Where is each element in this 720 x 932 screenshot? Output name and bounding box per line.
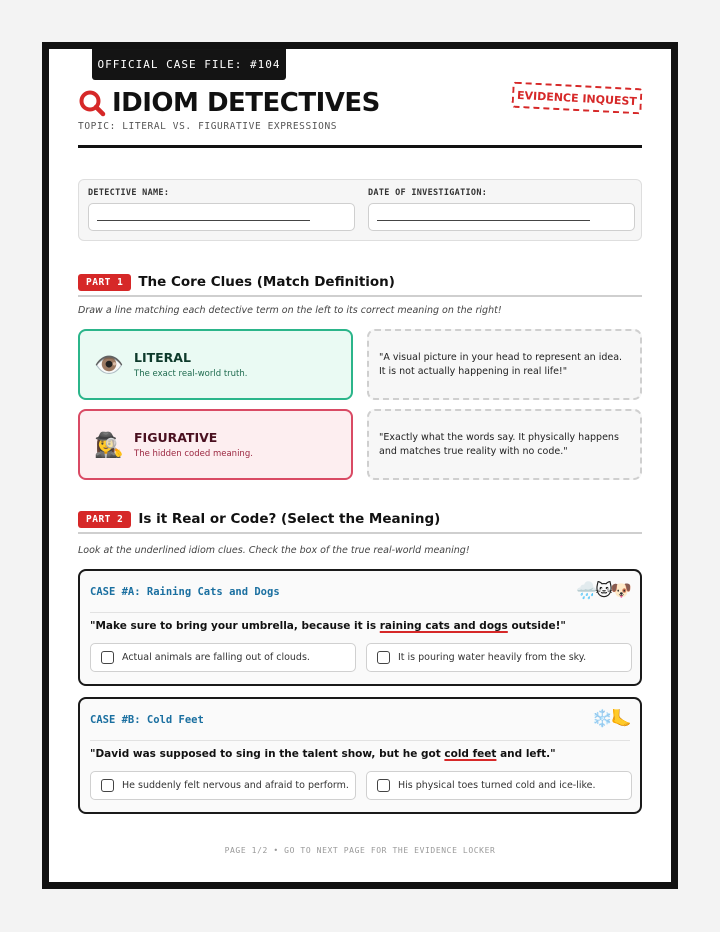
sentence-start: "David was supposed to sing in the talent show, but he got xyxy=(90,748,445,760)
case-card-b xyxy=(78,697,642,814)
term-name: LITERAL xyxy=(134,350,191,365)
idiom-clue: raining cats and dogs xyxy=(379,620,508,632)
term-card-literal[interactable] xyxy=(78,329,353,400)
eye-icon: 👁️ xyxy=(94,350,124,379)
date-label: DATE OF INVESTIGATION: xyxy=(368,188,488,198)
worksheet-page xyxy=(42,42,678,889)
evidence-stamp: EVIDENCE INQUEST xyxy=(511,82,642,115)
part1-header xyxy=(78,271,642,293)
case-card-a xyxy=(78,569,642,686)
answer-option[interactable] xyxy=(90,771,356,800)
sentence-end: outside!" xyxy=(507,620,566,632)
part1-instructions: Draw a line matching each detective term on the left to its correct meaning on the right! xyxy=(78,305,502,316)
date-field xyxy=(368,188,635,231)
topic-subtitle: TOPIC: LITERAL VS. FIGURATIVE EXPRESSIONS xyxy=(78,121,338,132)
term-text xyxy=(134,350,247,379)
option-label: His physical toes turned cold and ice-like. xyxy=(398,780,596,791)
page-title: IDIOM DETECTIVES xyxy=(112,88,380,118)
case-heading: CASE #A: Raining Cats and Dogs xyxy=(90,586,280,598)
detective-name-field xyxy=(88,188,355,231)
part2-header xyxy=(78,508,642,530)
part2-title: Is it Real or Code? (Select the Meaning) xyxy=(138,511,441,527)
header-divider xyxy=(78,145,642,148)
writing-line xyxy=(97,220,310,221)
part2-instructions: Look at the underlined idiom clues. Check the box of the true real-world meaning! xyxy=(78,545,470,556)
detective-icon: 🕵️‍♀️ xyxy=(94,430,124,459)
case-file-tab: OFFICIAL CASE FILE: #104 xyxy=(92,49,286,80)
option-label: Actual animals are falling out of clouds. xyxy=(122,652,310,663)
definition-card[interactable]: "A visual picture in your head to represent an idea. It is not actually happening in real life!" xyxy=(367,329,642,400)
checkbox[interactable] xyxy=(101,779,114,792)
term-description: The exact real-world truth. xyxy=(134,369,248,379)
writing-line xyxy=(377,220,590,221)
part1-badge: PART 1 xyxy=(78,274,131,291)
part2-badge: PART 2 xyxy=(78,511,131,528)
checkbox[interactable] xyxy=(101,651,114,664)
case-sentence xyxy=(90,748,556,760)
answer-option[interactable] xyxy=(90,643,356,672)
option-label: He suddenly felt nervous and afraid to perform. xyxy=(122,780,349,791)
page-footer: PAGE 1/2 • GO TO NEXT PAGE FOR THE EVIDENCE LOCKER xyxy=(224,846,496,855)
case-sentence xyxy=(90,620,566,632)
case-heading: CASE #B: Cold Feet xyxy=(90,714,204,726)
term-text xyxy=(134,430,253,459)
title-row xyxy=(78,85,380,121)
checkbox[interactable] xyxy=(377,651,390,664)
part1-title: The Core Clues (Match Definition) xyxy=(138,274,395,290)
option-label: It is pouring water heavily from the sky. xyxy=(398,652,587,663)
rain-cat-dog-icon: 🌧️🐱🐶 xyxy=(575,581,630,601)
idiom-clue: cold feet xyxy=(444,748,497,760)
checkbox[interactable] xyxy=(377,779,390,792)
detective-name-input[interactable] xyxy=(88,203,355,231)
term-card-figurative[interactable] xyxy=(78,409,353,480)
term-name: FIGURATIVE xyxy=(134,430,218,445)
magnifying-glass-icon xyxy=(78,89,106,117)
detective-info-panel xyxy=(78,179,642,241)
date-input[interactable] xyxy=(368,203,635,231)
sentence-end: and left." xyxy=(496,748,556,760)
answer-option[interactable] xyxy=(366,643,632,672)
case-divider xyxy=(90,740,630,741)
snowflake-foot-icon: ❄️🦶 xyxy=(591,709,630,729)
part1-divider xyxy=(78,295,642,297)
term-description: The hidden coded meaning. xyxy=(134,449,253,459)
part2-divider xyxy=(78,532,642,534)
case-divider xyxy=(90,612,630,613)
answer-option[interactable] xyxy=(366,771,632,800)
detective-name-label: DETECTIVE NAME: xyxy=(88,188,170,198)
definition-card[interactable]: "Exactly what the words say. It physically happens and matches true reality with no code." xyxy=(367,409,642,480)
sentence-start: "Make sure to bring your umbrella, because it is xyxy=(90,620,380,632)
